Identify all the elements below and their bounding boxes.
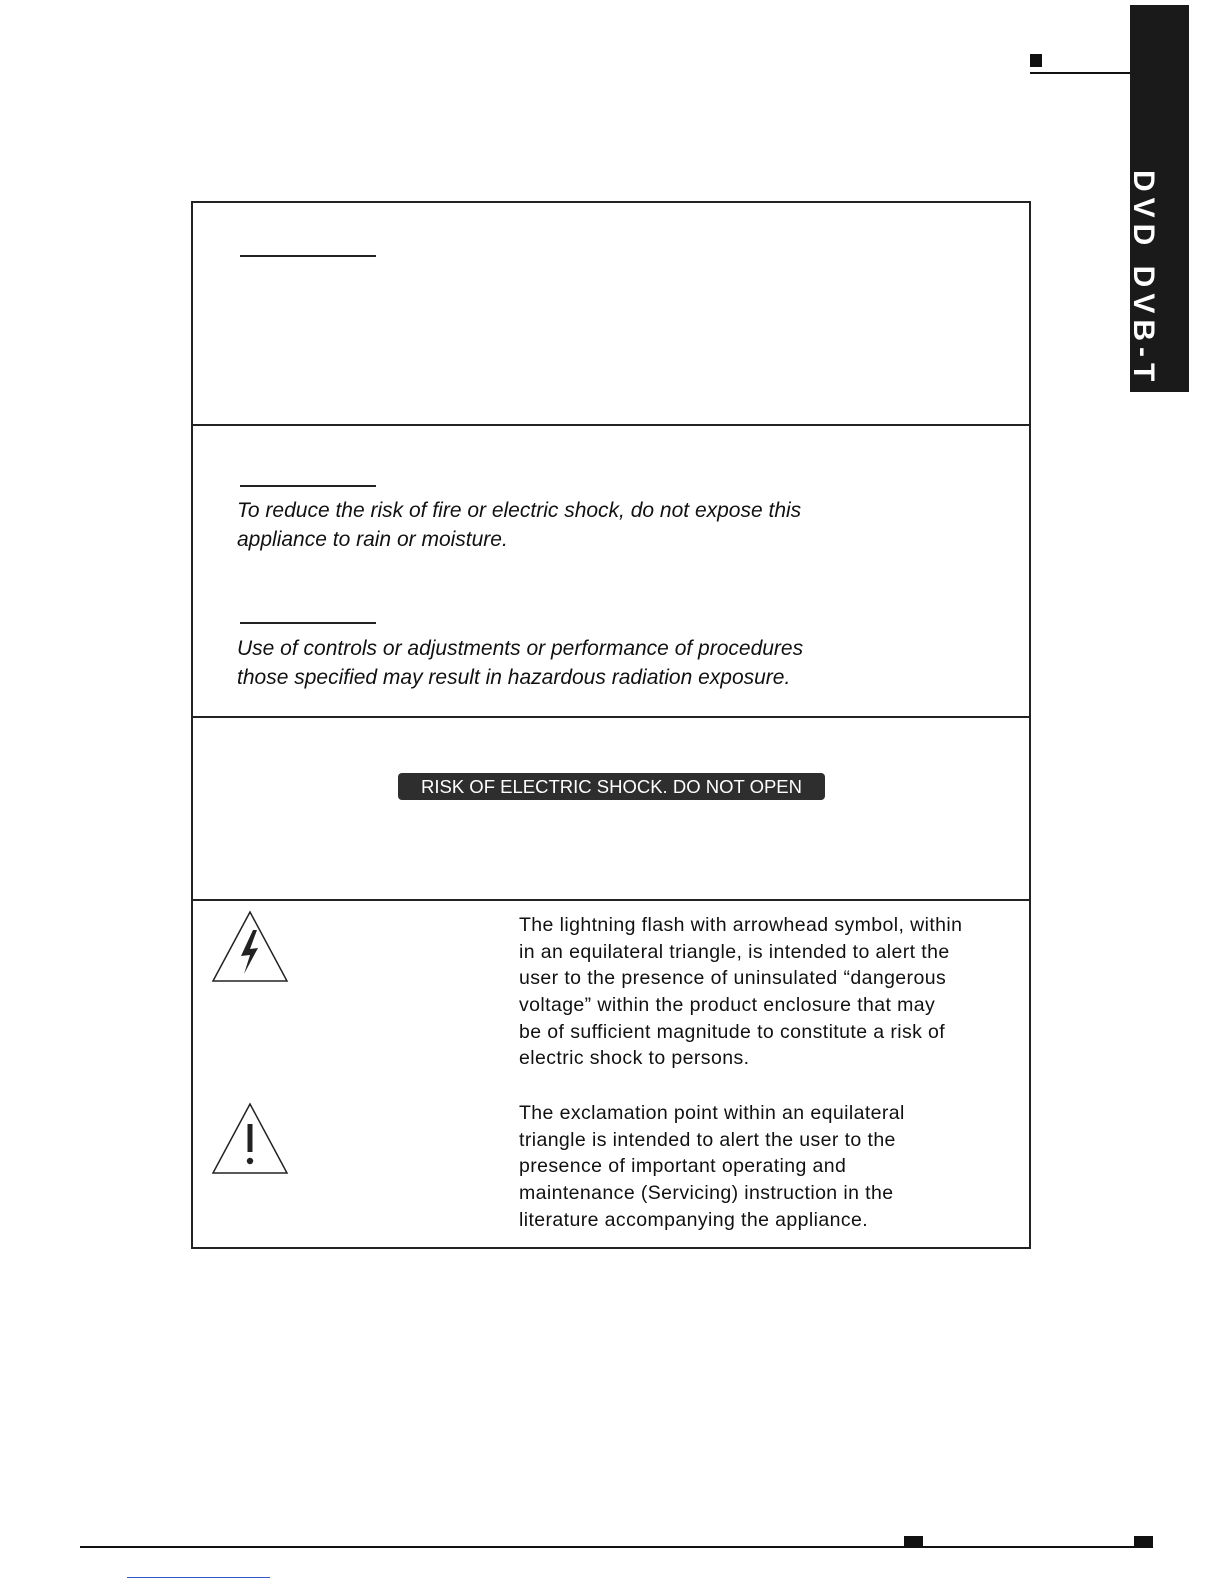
footer-marker	[1134, 1536, 1153, 1547]
heading-underline	[240, 255, 376, 257]
safety-box	[191, 201, 1031, 1249]
section-divider	[191, 716, 1031, 718]
footer-rule	[80, 1546, 1153, 1548]
header-rule	[1030, 72, 1130, 74]
header-marker	[1030, 54, 1042, 67]
section-divider	[191, 899, 1031, 901]
exclamation-triangle-icon	[210, 1102, 290, 1176]
heading-underline	[240, 485, 376, 487]
warning-radiation-text: Use of controls or adjustments or performance of procedures those specified may result in hazardous radiation exposure.	[237, 637, 804, 689]
footer-link-line	[127, 1577, 270, 1578]
exclamation-description: The exclamation point within an equilateral triangle is intended to alert the user to the presence of important operating and maintenance (Servicing) instruction in the literature accompanying the appliance.	[519, 1102, 905, 1231]
heading-underline	[240, 622, 376, 624]
side-tab-label: DVD DVB-T	[1127, 170, 1160, 388]
warning-moisture-text: To reduce the risk of fire or electric shock, do not expose this appliance to rain or moisture.	[237, 499, 802, 551]
lightning-triangle-icon	[210, 910, 290, 984]
section-divider	[191, 424, 1031, 426]
footer-marker	[904, 1536, 923, 1547]
lightning-description: The lightning flash with arrowhead symbol, within in an equilateral triangle, is intended to alert the user to the presence of uninsulated “dangerous voltage” within the product enclosure that may be of sufficient magnitude to constitute a risk of electric shock to persons.	[519, 914, 963, 1070]
caution-banner: RISK OF ELECTRIC SHOCK. DO NOT OPEN	[398, 773, 825, 800]
